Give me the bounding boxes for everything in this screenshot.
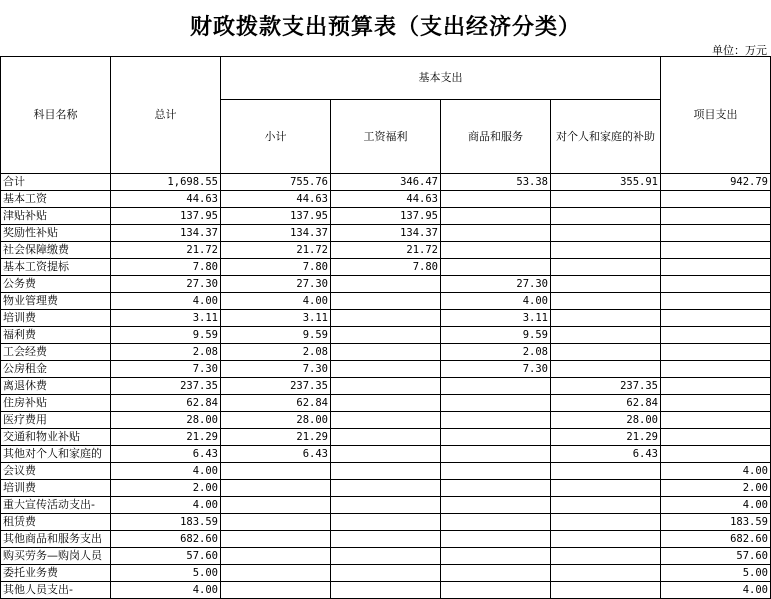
table-row (1, 412, 771, 429)
cell-total: 28.00 (111, 412, 221, 429)
cell-name: 合计 (1, 174, 111, 191)
cell-project (661, 395, 771, 412)
cell-project: 942.79 (661, 174, 771, 191)
table-row (1, 582, 771, 599)
cell-name: 其他人员支出- (1, 582, 111, 599)
cell-name: 津贴补贴 (1, 208, 111, 225)
page-title: 财政拨款支出预算表（支出经济分类） (189, 14, 581, 40)
header-project: 项目支出 (661, 57, 771, 174)
cell-total: 1,698.55 (111, 174, 221, 191)
cell-salary (331, 565, 441, 582)
cell-subtotal: 21.72 (221, 242, 331, 259)
cell-total: 237.35 (111, 378, 221, 395)
cell-subtotal: 44.63 (221, 191, 331, 208)
cell-name: 其他对个人和家庭的 (1, 446, 111, 463)
cell-project: 2.00 (661, 480, 771, 497)
cell-goods (441, 259, 551, 276)
cell-total: 9.59 (111, 327, 221, 344)
cell-project: 183.59 (661, 514, 771, 531)
cell-project (661, 327, 771, 344)
table-row (1, 276, 771, 293)
cell-salary (331, 514, 441, 531)
cell-subtotal: 7.80 (221, 259, 331, 276)
cell-personal (551, 310, 661, 327)
cell-goods (441, 208, 551, 225)
cell-personal (551, 480, 661, 497)
cell-goods (441, 514, 551, 531)
cell-project: 57.60 (661, 548, 771, 565)
cell-name: 工会经费 (1, 344, 111, 361)
cell-project (661, 259, 771, 276)
cell-salary (331, 327, 441, 344)
cell-goods: 53.38 (441, 174, 551, 191)
cell-total: 3.11 (111, 310, 221, 327)
table-row (1, 480, 771, 497)
cell-salary (331, 463, 441, 480)
cell-subtotal: 237.35 (221, 378, 331, 395)
cell-name: 租赁费 (1, 514, 111, 531)
cell-goods (441, 412, 551, 429)
header-personal: 对个人和家庭的补助 (551, 100, 661, 174)
cell-project: 4.00 (661, 463, 771, 480)
cell-goods: 27.30 (441, 276, 551, 293)
cell-project (661, 378, 771, 395)
cell-total: 183.59 (111, 514, 221, 531)
cell-goods (441, 429, 551, 446)
cell-project (661, 344, 771, 361)
table-row (1, 259, 771, 276)
table-row (1, 344, 771, 361)
cell-name: 会议费 (1, 463, 111, 480)
cell-personal (551, 463, 661, 480)
cell-salary (331, 276, 441, 293)
cell-goods (441, 395, 551, 412)
cell-personal (551, 565, 661, 582)
cell-total: 21.72 (111, 242, 221, 259)
cell-goods (441, 225, 551, 242)
cell-total: 682.60 (111, 531, 221, 548)
cell-salary (331, 480, 441, 497)
cell-salary (331, 310, 441, 327)
cell-project: 5.00 (661, 565, 771, 582)
table-row (1, 446, 771, 463)
cell-personal: 237.35 (551, 378, 661, 395)
cell-name: 离退休费 (1, 378, 111, 395)
cell-salary (331, 293, 441, 310)
cell-project (661, 225, 771, 242)
cell-personal (551, 276, 661, 293)
cell-personal (551, 531, 661, 548)
cell-subtotal (221, 531, 331, 548)
cell-total: 21.29 (111, 429, 221, 446)
cell-goods (441, 548, 551, 565)
cell-subtotal: 4.00 (221, 293, 331, 310)
cell-subtotal: 3.11 (221, 310, 331, 327)
header-goods: 商品和服务 (441, 100, 551, 174)
cell-goods (441, 378, 551, 395)
cell-personal: 21.29 (551, 429, 661, 446)
cell-subtotal (221, 548, 331, 565)
cell-name: 公房租金 (1, 361, 111, 378)
cell-goods (441, 582, 551, 599)
cell-goods (441, 463, 551, 480)
cell-salary: 137.95 (331, 208, 441, 225)
cell-project (661, 293, 771, 310)
cell-personal: 6.43 (551, 446, 661, 463)
cell-project (661, 412, 771, 429)
cell-total: 57.60 (111, 548, 221, 565)
cell-personal (551, 582, 661, 599)
cell-salary: 21.72 (331, 242, 441, 259)
table-body (1, 174, 771, 599)
cell-salary (331, 361, 441, 378)
cell-salary (331, 412, 441, 429)
cell-name: 医疗费用 (1, 412, 111, 429)
cell-subtotal (221, 582, 331, 599)
cell-personal (551, 497, 661, 514)
cell-total: 4.00 (111, 497, 221, 514)
table-row (1, 361, 771, 378)
cell-salary (331, 378, 441, 395)
cell-personal (551, 548, 661, 565)
cell-salary (331, 344, 441, 361)
cell-subtotal: 21.29 (221, 429, 331, 446)
cell-subtotal: 7.30 (221, 361, 331, 378)
cell-goods: 4.00 (441, 293, 551, 310)
cell-total: 44.63 (111, 191, 221, 208)
cell-project (661, 429, 771, 446)
cell-total: 137.95 (111, 208, 221, 225)
cell-subtotal: 6.43 (221, 446, 331, 463)
table-row (1, 293, 771, 310)
cell-personal: 355.91 (551, 174, 661, 191)
table-row (1, 191, 771, 208)
cell-goods (441, 242, 551, 259)
cell-personal: 28.00 (551, 412, 661, 429)
cell-goods (441, 531, 551, 548)
cell-subtotal (221, 463, 331, 480)
cell-subtotal: 755.76 (221, 174, 331, 191)
cell-total: 62.84 (111, 395, 221, 412)
cell-personal (551, 259, 661, 276)
table-row (1, 174, 771, 191)
cell-project (661, 310, 771, 327)
header-subject: 科目名称 (1, 57, 111, 174)
cell-subtotal (221, 514, 331, 531)
cell-personal (551, 242, 661, 259)
cell-name: 公务费 (1, 276, 111, 293)
cell-total: 4.00 (111, 463, 221, 480)
cell-name: 其他商品和服务支出 (1, 531, 111, 548)
cell-personal (551, 344, 661, 361)
table-row (1, 548, 771, 565)
table-row (1, 565, 771, 582)
cell-subtotal: 2.08 (221, 344, 331, 361)
cell-subtotal (221, 565, 331, 582)
cell-salary (331, 446, 441, 463)
cell-goods (441, 446, 551, 463)
cell-total: 4.00 (111, 293, 221, 310)
cell-salary (331, 429, 441, 446)
cell-goods: 9.59 (441, 327, 551, 344)
cell-subtotal: 62.84 (221, 395, 331, 412)
cell-subtotal: 134.37 (221, 225, 331, 242)
cell-name: 基本工资提标 (1, 259, 111, 276)
cell-salary (331, 531, 441, 548)
cell-name: 奖励性补贴 (1, 225, 111, 242)
cell-personal (551, 208, 661, 225)
cell-total: 2.00 (111, 480, 221, 497)
cell-subtotal: 28.00 (221, 412, 331, 429)
cell-name: 物业管理费 (1, 293, 111, 310)
cell-salary (331, 582, 441, 599)
cell-total: 7.30 (111, 361, 221, 378)
cell-personal: 62.84 (551, 395, 661, 412)
header-subtotal: 小计 (221, 100, 331, 174)
cell-goods: 3.11 (441, 310, 551, 327)
cell-project (661, 361, 771, 378)
table-row (1, 225, 771, 242)
cell-project (661, 446, 771, 463)
cell-salary (331, 497, 441, 514)
header-total: 总计 (111, 57, 221, 174)
cell-salary: 44.63 (331, 191, 441, 208)
cell-name: 交通和物业补贴 (1, 429, 111, 446)
cell-personal (551, 191, 661, 208)
cell-subtotal: 9.59 (221, 327, 331, 344)
table-row (1, 208, 771, 225)
cell-project (661, 191, 771, 208)
cell-project (661, 208, 771, 225)
cell-project (661, 242, 771, 259)
table-row (1, 242, 771, 259)
cell-total: 4.00 (111, 582, 221, 599)
table-row (1, 378, 771, 395)
cell-subtotal: 137.95 (221, 208, 331, 225)
unit-label: 单位：万元 (712, 44, 767, 57)
cell-project: 682.60 (661, 531, 771, 548)
cell-goods (441, 497, 551, 514)
cell-personal (551, 225, 661, 242)
cell-total: 134.37 (111, 225, 221, 242)
header-basic: 基本支出 (221, 57, 661, 100)
table-row (1, 531, 771, 548)
cell-goods (441, 565, 551, 582)
cell-goods (441, 480, 551, 497)
cell-salary (331, 548, 441, 565)
cell-salary (331, 395, 441, 412)
cell-name: 福利费 (1, 327, 111, 344)
table-row (1, 514, 771, 531)
cell-personal (551, 327, 661, 344)
cell-total: 2.08 (111, 344, 221, 361)
cell-personal (551, 514, 661, 531)
cell-name: 重大宣传活动支出- (1, 497, 111, 514)
cell-goods: 7.30 (441, 361, 551, 378)
cell-salary: 134.37 (331, 225, 441, 242)
cell-total: 5.00 (111, 565, 221, 582)
cell-total: 27.30 (111, 276, 221, 293)
cell-salary: 346.47 (331, 174, 441, 191)
cell-subtotal (221, 497, 331, 514)
table-row (1, 497, 771, 514)
cell-project (661, 276, 771, 293)
cell-goods: 2.08 (441, 344, 551, 361)
cell-personal (551, 361, 661, 378)
cell-total: 7.80 (111, 259, 221, 276)
cell-personal (551, 293, 661, 310)
cell-name: 基本工资 (1, 191, 111, 208)
table-row (1, 429, 771, 446)
cell-name: 委托业务费 (1, 565, 111, 582)
cell-name: 购买劳务—购岗人员 (1, 548, 111, 565)
header-salary: 工资福利 (331, 100, 441, 174)
table-row (1, 310, 771, 327)
cell-subtotal: 27.30 (221, 276, 331, 293)
cell-total: 6.43 (111, 446, 221, 463)
table-row (1, 395, 771, 412)
cell-subtotal (221, 480, 331, 497)
cell-project: 4.00 (661, 497, 771, 514)
cell-salary: 7.80 (331, 259, 441, 276)
budget-table (0, 56, 771, 599)
table-row (1, 327, 771, 344)
cell-goods (441, 191, 551, 208)
table-row (1, 463, 771, 480)
cell-project: 4.00 (661, 582, 771, 599)
cell-name: 住房补贴 (1, 395, 111, 412)
cell-name: 培训费 (1, 480, 111, 497)
cell-name: 社会保障缴费 (1, 242, 111, 259)
cell-name: 培训费 (1, 310, 111, 327)
